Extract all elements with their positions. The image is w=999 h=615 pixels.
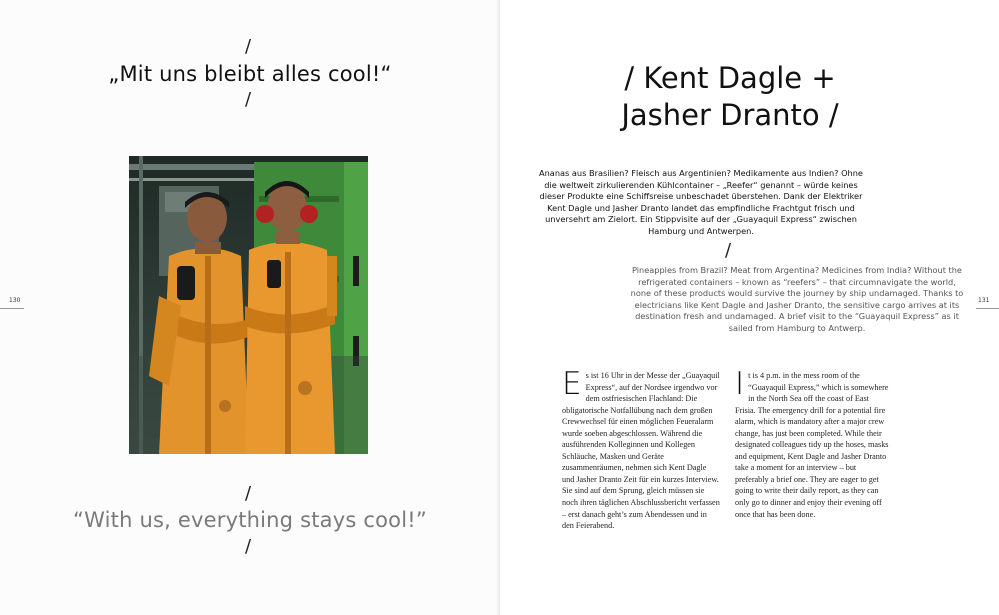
page-number-right: 131: [978, 297, 990, 304]
drop-cap: E: [562, 366, 582, 402]
slash-mark: /: [245, 89, 252, 110]
page-number-left: 130: [9, 297, 21, 304]
body-text-english: [735, 366, 890, 520]
photo-illustration: [129, 156, 368, 454]
page-marker-line: [976, 308, 999, 309]
slash-mark: /: [245, 536, 252, 557]
pull-quote-german: „Mit uns bleibt alles cool!“: [108, 62, 392, 86]
body-text-german: [562, 366, 720, 532]
drop-cap: I: [735, 366, 745, 402]
intro-german: Ananas aus Brasilien? Fleisch aus Argentinien? Medikamente aus Indien? Ohne die weltweit zirkulierenden Kühlcontainer – „Reefer“ genannt – würde keines dieser Produkte eine Schiffsreise unbeschadet überstehen. Dank der Elektriker Kent Dagle und Jasher Dranto landet das empfindliche Frachtgut frisch und unversehrt am Zielort. Ein Stippvisite auf der „Guayaquil Express“ zwischen Hamburg und Antwerpen.: [539, 168, 863, 236]
slash-mark: /: [245, 483, 252, 504]
body-german-text: s ist 16 Uhr in der Messe der „Guayaquil Express“, auf der Nordsee irgendwo vor dem ostfriesischen Flachland: Die obligatorische Notfallübung nach dem großen Crewwechsel für einen möglichen Feueralarm wurde soeben abgeschlossen. Während die ausführenden Kolleginnen und Kollegen Schläuche, Masken und Geräte zusammenräumen, nehmen sich Kent Dagle und Jasher Dranto Zeit für ein kurzes Interview. Sie sind auf dem Sprung, gleich müssen sie noch ihren täglichen Abschlussbericht verfassen – erst danach geht’s zum Abendessen und in den Feierabend.: [562, 371, 720, 531]
intro-english: Pineapples from Brazil? Meat from Argentina? Medicines from India? Without the refrigerated containers – known as “reefers” – that circumnavigate the world, none of these products would survive the journey by ship undamaged. Thanks to electricians like Kent Dagle and Jasher Dranto, the sensitive cargo arrives at its destination fresh and undamaged. A brief visit to the “Guayaquil Express” as it sailed from Hamburg to Antwerp.: [630, 265, 964, 333]
slash-mark: /: [725, 240, 732, 261]
article-title: [500, 60, 960, 134]
title-line-1: / Kent Dagle +: [624, 61, 836, 95]
slash-mark: /: [245, 36, 252, 57]
page-marker-line: [0, 308, 24, 309]
title-line-2: Jasher Dranto /: [621, 98, 839, 132]
pull-quote-english: “With us, everything stays cool!”: [73, 508, 427, 532]
photo-two-electricians: [129, 156, 368, 454]
body-english-text: t is 4 p.m. in the mess room of the “Guayaquil Express,” which is somewhere in the North Sea off the coast of East Frisia. The emergency drill for a potential fire alarm, which is mandatory after a major crew change, has just been completed. While their designated colleagues tidy up the hoses, masks and equipment, Kent Dagle and Jasher Dranto take a moment for an interview – but preferably a brief one. They are eager to get going to write their daily report, as they can only go to dinner and enjoy their evening off once that has been done.: [735, 371, 889, 519]
